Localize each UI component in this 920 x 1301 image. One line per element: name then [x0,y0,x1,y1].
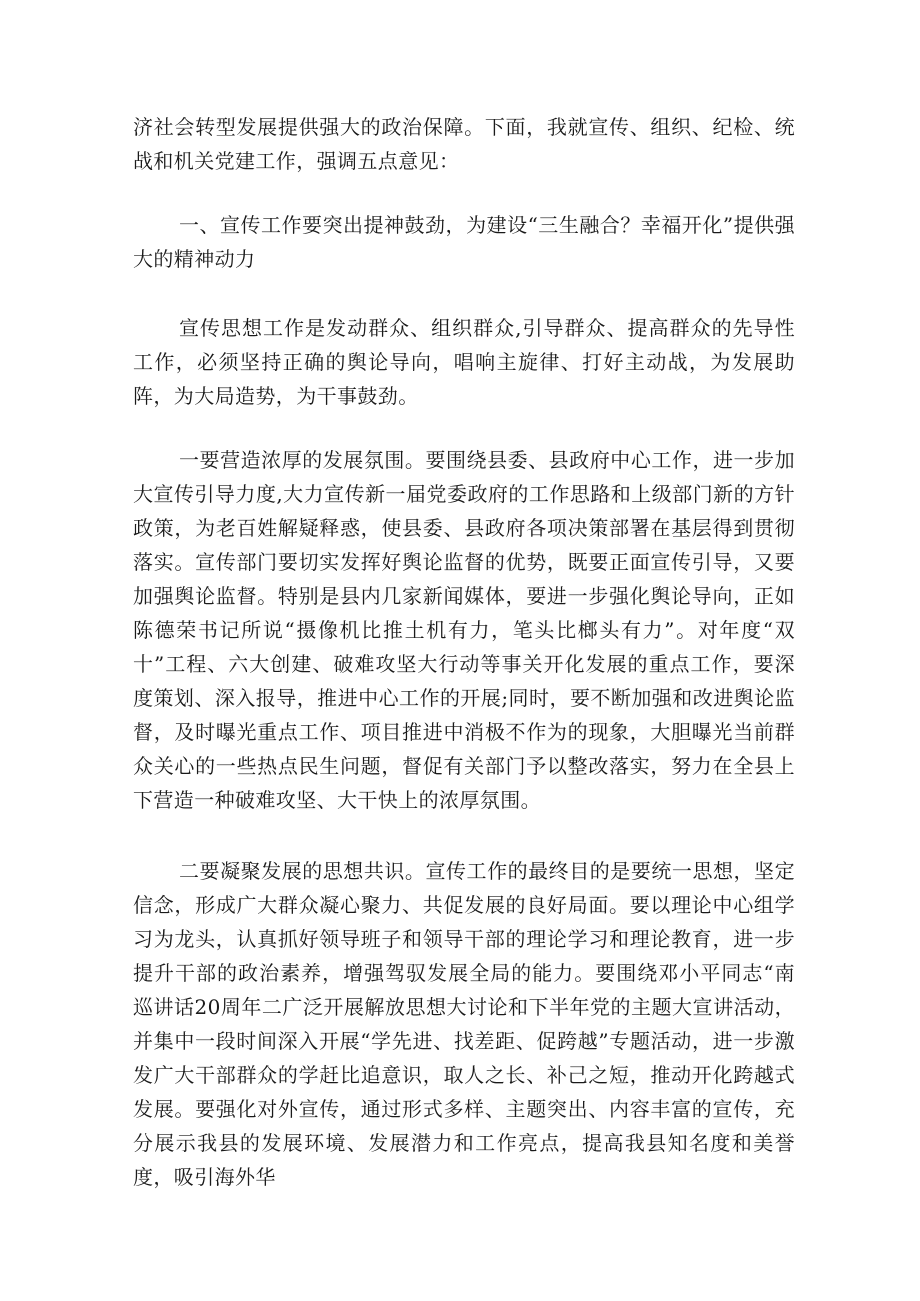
body-paragraph-atmosphere: 一要营造浓厚的发展氛围。要围绕县委、县政府中心工作，进一步加大宣传引导力度,大力宣传新一届党委政府的工作思路和上级部门新的方针政策，为老百姓解疑释惑，使县委、县政府各项决策部署在基层得到贯彻落实。宣传部门要切实发挥好舆论监督的优势，既要正面宣传引导，又要加强舆论监督。特别是县内几家新闻媒体，要进一步强化舆论导向，正如陈德荣书记所说“摄像机比推土机有力，笔头比榔头有力”。对年度“双十”工程、六大创建、破难攻坚大行动等事关开化发展的重点工作，要深度策划、深入报导，推进中心工作的开展;同时，要不断加强和改进舆论监督，及时曝光重点工作、项目推进中消极不作为的现象，大胆曝光当前群众关心的一些热点民生问题，督促有关部门予以整改落实，努力在全县上下营造一种破难攻坚、大干快上的浓厚氛围。 [133,448,795,812]
section-heading-publicity: 一、宣传工作要突出提神鼓劲，为建设“三生融合？幸福开化”提供强大的精神动力 [133,213,795,271]
body-paragraph-publicity-overview: 宣传思想工作是发动群众、组织群众,引导群众、提高群众的先导性工作，必须坚持正确的舆论导向，唱响主旋律、打好主动战，为发展助阵，为大局造势，为干事鼓劲。 [133,316,795,408]
body-paragraph-consensus: 二要凝聚发展的思想共识。宣传工作的最终目的是要统一思想，坚定信念，形成广大群众凝心聚力、共促发展的良好局面。要以理论中心组学习为龙头，认真抓好领导班子和领导干部的理论学习和理论教育，进一步提升干部的政治素养，增强驾驭发展全局的能力。要围绕邓小平同志“南巡讲话20周年二广泛开展解放思想大讨论和下半年党的主题大宣讲活动，并集中一段时间深入开展“学先进、找差距、促跨越”专题活动，进一步激发广大干部群众的学赶比追意识，取人之长、补己之短，推动开化跨越式发展。要强化对外宣传，通过形式多样、主题突出、内容丰富的宣传，充分展示我县的发展环境、发展潜力和工作亮点，提高我县知名度和美誉度，吸引海外华 [133,859,795,1189]
body-paragraph-intro: 济社会转型发展提供强大的政治保障。下面，我就宣传、组织、纪检、统战和机关党建工作，强调五点意见： [133,115,795,173]
